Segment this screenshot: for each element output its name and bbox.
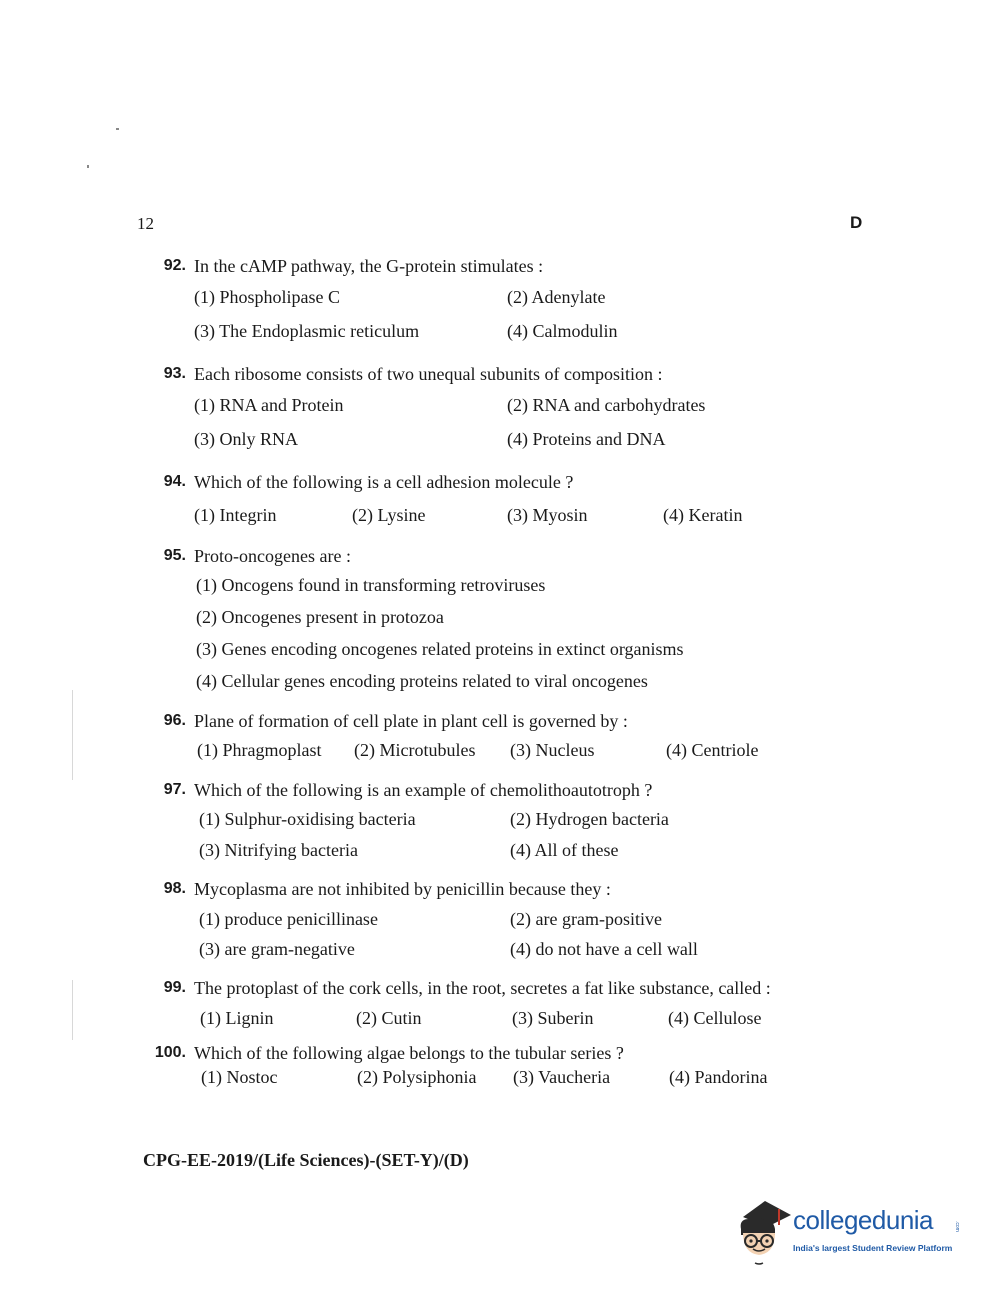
set-code: D xyxy=(850,213,863,232)
question-number: 98. xyxy=(163,880,186,897)
scan-edge-line xyxy=(72,980,73,1040)
option-2: (2) Hydrogen bacteria xyxy=(510,809,669,829)
option-4: (4) Pandorina xyxy=(669,1067,768,1087)
question-text: The protoplast of the cork cells, in the root, secretes a fat like substance, called : xyxy=(194,978,771,998)
question-99 xyxy=(150,977,850,1039)
logo-suffix: .com xyxy=(954,1221,960,1232)
option-1: (1) Lignin xyxy=(200,1008,274,1028)
option-1: (1) Sulphur-oxidising bacteria xyxy=(199,809,416,829)
option-1: (1) Phragmoplast xyxy=(197,740,322,760)
option-4: (4) Cellulose xyxy=(668,1008,762,1028)
question-text: Which of the following is a cell adhesion molecule ? xyxy=(194,472,574,492)
question-93 xyxy=(150,363,850,465)
option-4: (4) Proteins and DNA xyxy=(507,429,666,449)
option-3: (3) Nucleus xyxy=(510,740,595,760)
question-text: Each ribosome consists of two unequal subunits of composition : xyxy=(194,364,663,384)
option-1: (1) Phospholipase C xyxy=(194,287,340,307)
question-number: 92. xyxy=(163,257,186,274)
logo-name: collegedunia xyxy=(793,1205,934,1235)
question-number: 97. xyxy=(163,781,186,798)
question-number: 95. xyxy=(163,547,186,564)
scan-edge-line xyxy=(72,690,73,780)
question-92 xyxy=(150,255,850,357)
option-2: (2) Cutin xyxy=(356,1008,422,1028)
question-text: Which of the following is an example of chemolithoautotroph ? xyxy=(194,780,653,800)
option-3: (3) Only RNA xyxy=(194,429,298,449)
question-text: In the cAMP pathway, the G-protein stimulates : xyxy=(194,256,544,276)
option-4: (4) do not have a cell wall xyxy=(510,939,698,959)
option-4: (4) Centriole xyxy=(666,740,759,760)
option-4: (4) Keratin xyxy=(663,505,743,525)
option-3: (3) are gram-negative xyxy=(199,939,355,959)
option-4: (4) Cellular genes encoding proteins related to viral oncogenes xyxy=(196,671,648,691)
scan-speck xyxy=(116,128,119,130)
question-number: 99. xyxy=(163,979,186,996)
option-3: (3) The Endoplasmic reticulum xyxy=(194,321,420,341)
option-1: (1) Nostoc xyxy=(201,1067,278,1087)
mascot-icon xyxy=(735,1195,793,1270)
option-2: (2) Adenylate xyxy=(507,287,606,307)
question-96 xyxy=(150,710,850,772)
option-4: (4) All of these xyxy=(510,840,619,860)
option-1: (1) Oncogens found in transforming retroviruses xyxy=(196,575,546,595)
collegedunia-logo xyxy=(735,1195,965,1270)
question-97 xyxy=(150,779,850,876)
question-number: 96. xyxy=(163,712,186,729)
paper-code: CPG-EE-2019/(Life Sciences)-(SET-Y)/(D) xyxy=(143,1150,469,1170)
option-2: (2) Polysiphonia xyxy=(357,1067,477,1087)
question-98 xyxy=(150,878,850,975)
option-3: (3) Vaucheria xyxy=(513,1067,611,1087)
option-2: (2) Lysine xyxy=(352,505,426,525)
option-2: (2) RNA and carbohydrates xyxy=(507,395,706,415)
option-3: (3) Myosin xyxy=(507,505,588,525)
page-number: 12 xyxy=(137,214,154,233)
option-2: (2) are gram-positive xyxy=(510,909,662,929)
question-number: 94. xyxy=(163,473,186,490)
option-3: (3) Genes encoding oncogenes related proteins in extinct organisms xyxy=(196,639,684,659)
question-text: Mycoplasma are not inhibited by penicillin because they : xyxy=(194,879,611,899)
option-1: (1) Integrin xyxy=(194,505,277,525)
question-number: 100. xyxy=(154,1044,186,1061)
question-number: 93. xyxy=(163,365,186,382)
question-text: Plane of formation of cell plate in plant cell is governed by : xyxy=(194,711,628,731)
option-2: (2) Microtubules xyxy=(354,740,476,760)
question-94 xyxy=(150,471,850,537)
option-3: (3) Suberin xyxy=(512,1008,594,1028)
option-4: (4) Calmodulin xyxy=(507,321,618,341)
option-1: (1) RNA and Protein xyxy=(194,395,344,415)
option-3: (3) Nitrifying bacteria xyxy=(199,840,358,860)
question-text: Proto-oncogenes are : xyxy=(194,546,351,566)
question-95 xyxy=(150,545,850,707)
question-text: Which of the following algae belongs to the tubular series ? xyxy=(194,1043,624,1063)
question-100 xyxy=(150,1042,850,1104)
option-2: (2) Oncogenes present in protozoa xyxy=(196,607,444,627)
scan-speck xyxy=(87,165,89,168)
logo-tagline: India's largest Student Review Platform xyxy=(793,1243,953,1253)
option-1: (1) produce penicillinase xyxy=(199,909,378,929)
